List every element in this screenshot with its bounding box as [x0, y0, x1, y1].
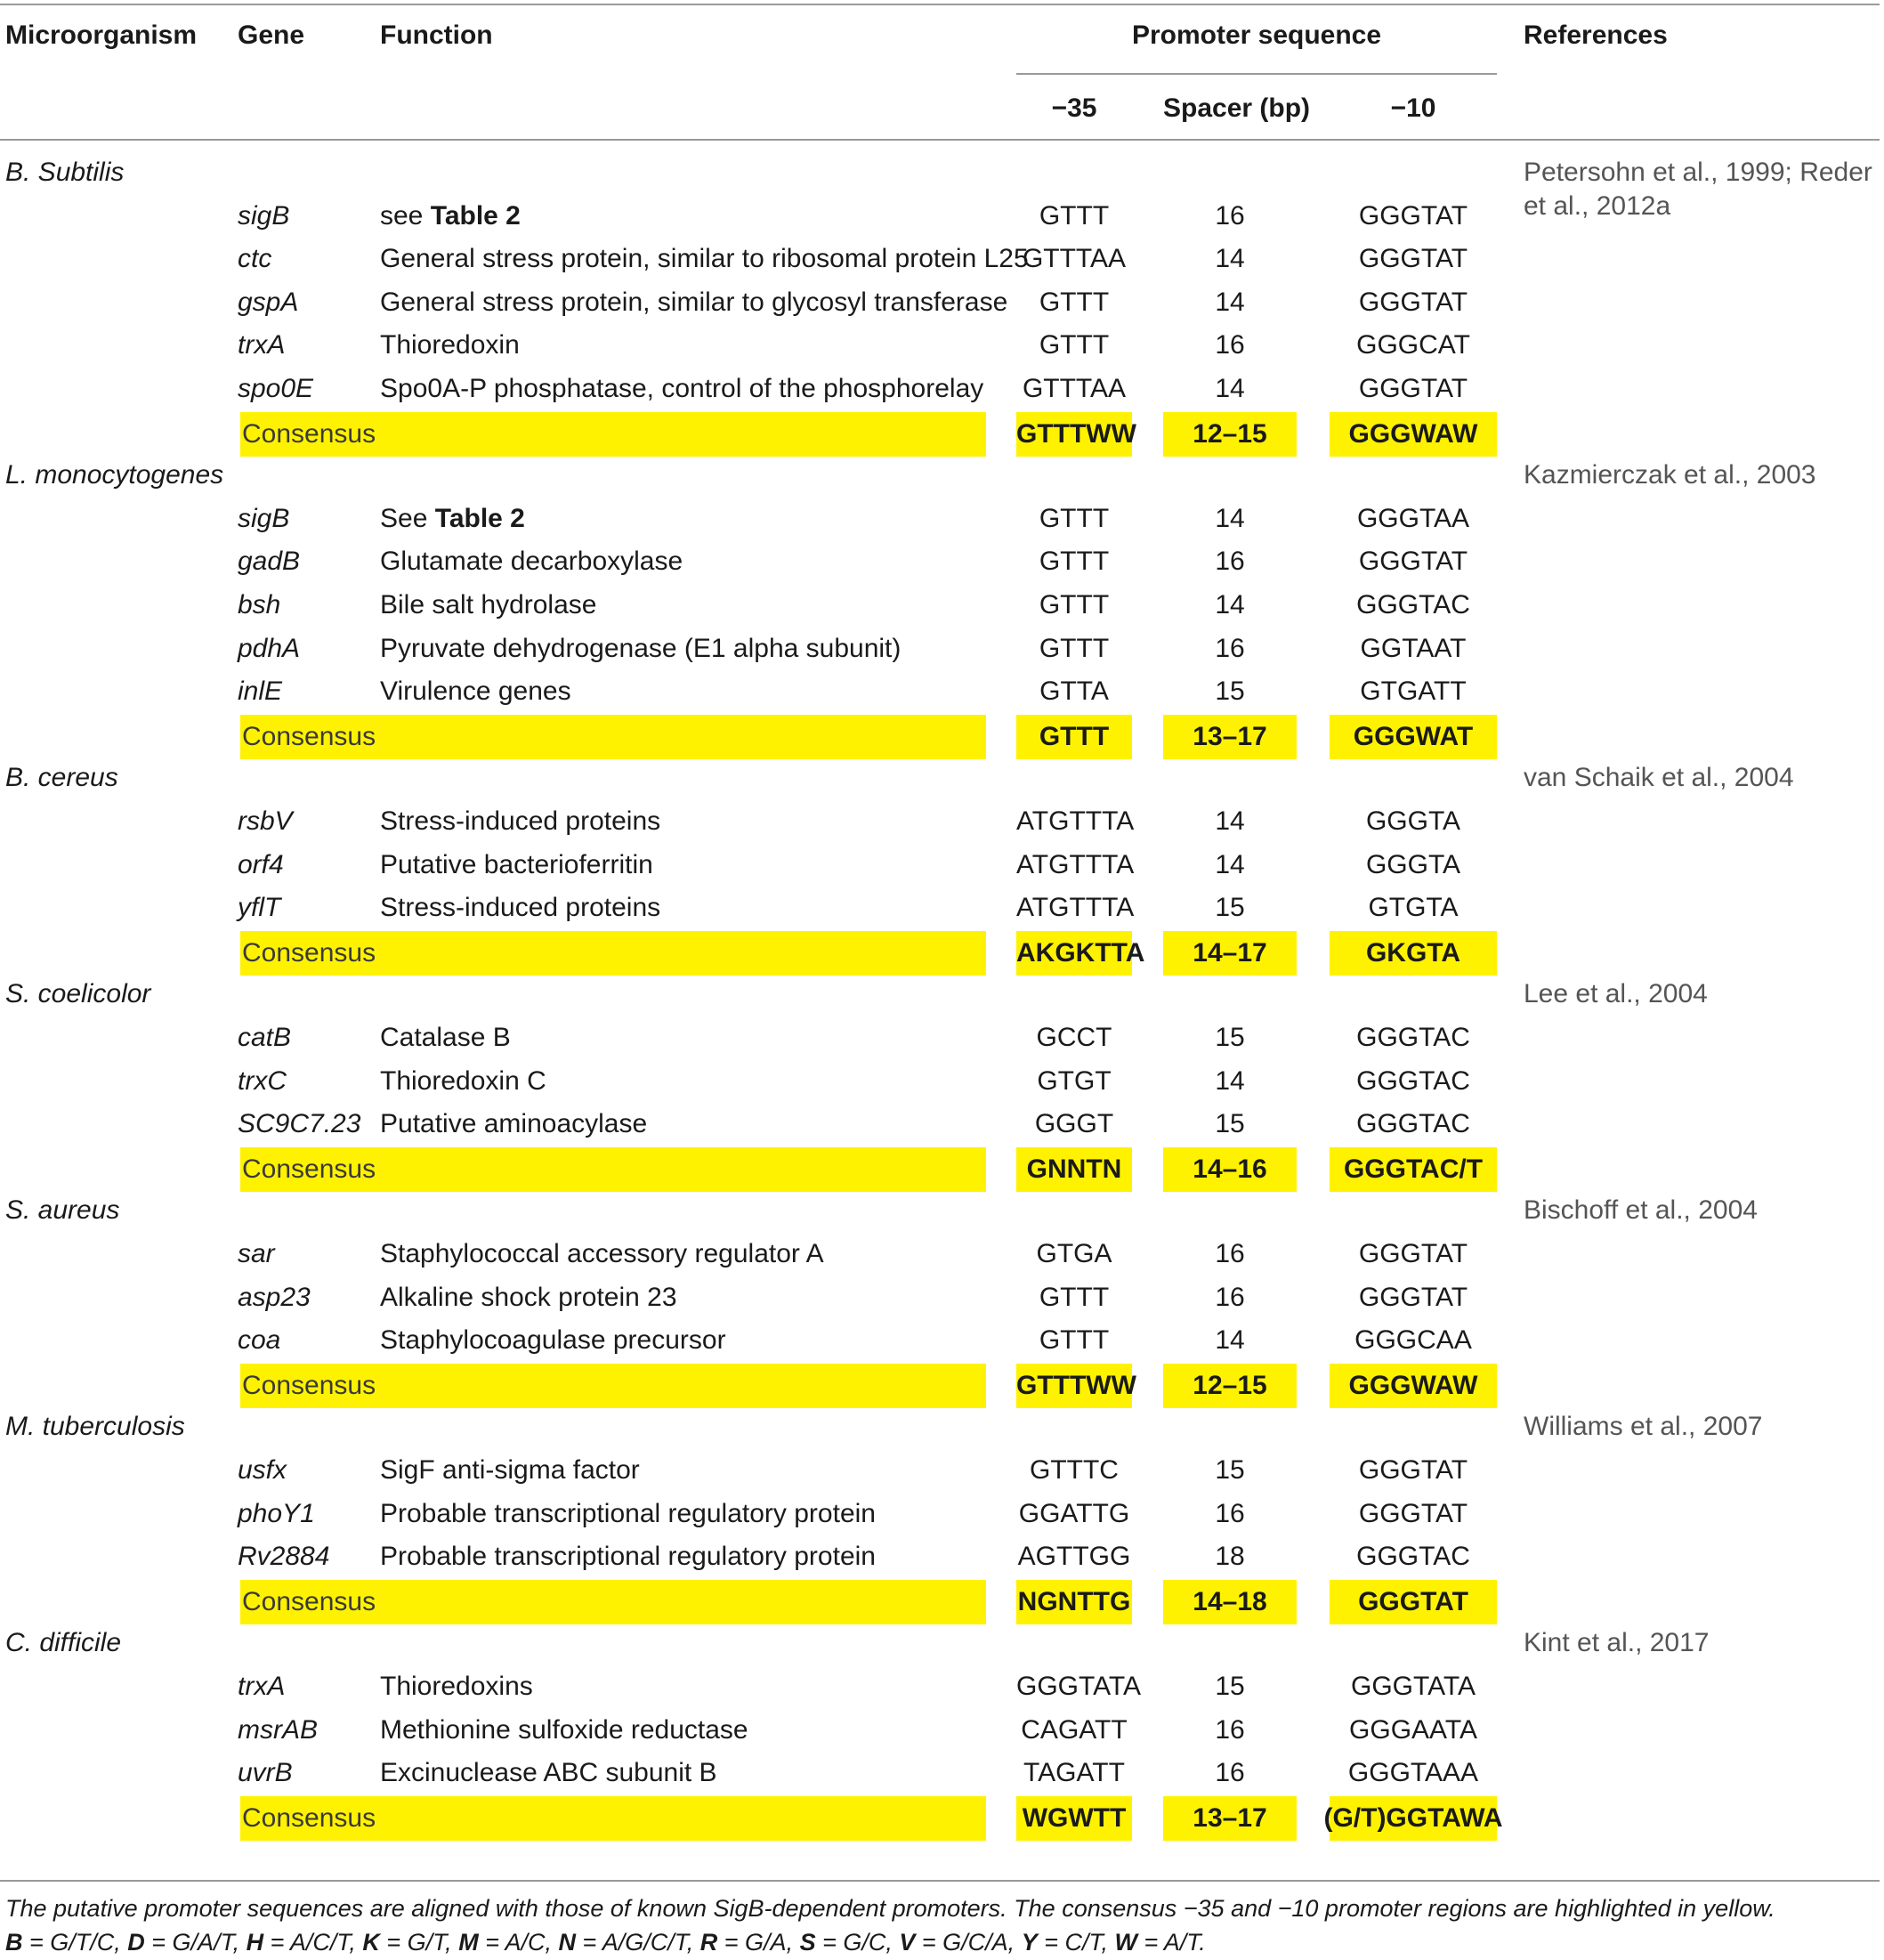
gene-name: coa — [238, 1325, 281, 1356]
iupac-code: M — [458, 1929, 479, 1956]
gene-name: inlE — [238, 676, 283, 707]
spacer-length: 16 — [1215, 1758, 1245, 1788]
function-text — [380, 631, 901, 667]
minus35-sequence: GTGA — [1036, 1239, 1112, 1268]
function-text — [380, 501, 525, 537]
consensus-label: Consensus — [242, 418, 376, 449]
minus35-sequence: GTTT — [1039, 590, 1110, 620]
organism-name: C. difficile — [5, 1628, 122, 1658]
function-label: Bile salt hydrolase — [380, 590, 597, 620]
minus10-sequence: GGTAAT — [1360, 633, 1467, 663]
iupac-code: B — [5, 1929, 23, 1956]
minus10-sequence: GGGTAT — [1358, 547, 1468, 577]
gene-name: yflT — [238, 893, 281, 923]
spacer-length: 15 — [1215, 1109, 1245, 1139]
consensus-spacer: 13–17 — [1193, 1802, 1267, 1833]
organism-name: M. tuberculosis — [5, 1412, 185, 1442]
function-text — [380, 1496, 876, 1532]
minus10-sequence: GGGTAT — [1358, 1498, 1468, 1528]
function-text — [380, 674, 571, 709]
reference-text: Bischoff et al., 2004 — [1524, 1195, 1758, 1226]
function-text — [380, 847, 653, 883]
minus35-sequence: GTTTAA — [1022, 244, 1127, 274]
minus10-sequence: GGGTAC — [1356, 1065, 1470, 1096]
organism-name: S. aureus — [5, 1195, 120, 1226]
gene-name: pdhA — [238, 633, 301, 663]
minus10-sequence: GGGTAC — [1356, 590, 1470, 620]
gene-name: sar — [238, 1239, 275, 1268]
consensus-minus35: NGNTTG — [1017, 1586, 1131, 1616]
iupac-meaning: = A/G/C/T, — [575, 1929, 700, 1956]
header-minus10: −10 — [1390, 93, 1436, 123]
spacer-length: 16 — [1215, 330, 1245, 360]
consensus-spacer: 12–15 — [1193, 1370, 1267, 1400]
spacer-length: 14 — [1215, 374, 1245, 403]
minus35-sequence: GTTA — [1039, 676, 1109, 707]
function-label: Putative aminoacylase — [380, 1109, 648, 1139]
minus35-sequence: ATGTTTA — [1016, 893, 1135, 923]
header-rule — [0, 139, 1880, 141]
minus10-sequence: GTGTA — [1368, 893, 1459, 923]
organism-name: L. monocytogenes — [5, 460, 224, 490]
header-spacer: Spacer (bp) — [1163, 93, 1311, 123]
minus10-sequence: GGGTAAA — [1347, 1758, 1479, 1788]
function-label: Glutamate decarboxylase — [380, 547, 683, 577]
consensus-minus10: GGGTAC/T — [1343, 1154, 1484, 1184]
iupac-code: N — [558, 1929, 576, 1956]
consensus-minus10: (G/T)GGTAWA — [1323, 1802, 1503, 1833]
function-text — [380, 328, 520, 363]
reference-text: Williams et al., 2007 — [1524, 1412, 1763, 1442]
iupac-code: R — [699, 1929, 718, 1956]
function-label: Excinuclease ABC subunit B — [380, 1758, 717, 1788]
reference-text: Kint et al., 2017 — [1524, 1628, 1710, 1658]
function-label: SigF anti-sigma factor — [380, 1455, 640, 1485]
gene-name: orf4 — [238, 849, 284, 879]
spacer-length: 14 — [1215, 590, 1245, 620]
minus10-sequence: GGGTAT — [1358, 200, 1468, 231]
gene-name: uvrB — [238, 1758, 293, 1788]
minus10-sequence: GGGCAA — [1354, 1325, 1472, 1356]
spacer-length: 16 — [1215, 1498, 1245, 1528]
minus35-sequence: GGATTG — [1018, 1498, 1130, 1528]
iupac-code: S — [799, 1929, 816, 1956]
minus35-sequence: ATGTTTA — [1016, 849, 1135, 879]
minus35-sequence: GGGTATA — [1016, 1672, 1141, 1701]
function-label: Putative bacterioferritin — [380, 849, 653, 879]
iupac-code: K — [362, 1929, 380, 1956]
minus35-sequence: GTTT — [1039, 547, 1110, 577]
gene-name: usfx — [238, 1455, 287, 1485]
gene-name: ctc — [238, 244, 272, 274]
function-label: General stress protein, similar to ribosomal protein L25 — [380, 244, 1029, 274]
consensus-spacer: 13–17 — [1193, 721, 1267, 751]
minus10-sequence: GGGTAC — [1356, 1542, 1470, 1572]
function-text — [380, 1713, 748, 1748]
consensus-spacer: 14–17 — [1193, 937, 1267, 968]
reference-text: et al., 2012a — [1524, 191, 1671, 221]
iupac-code: H — [246, 1929, 264, 1956]
consensus-minus10: GKGTA — [1365, 937, 1461, 968]
gene-name: gspA — [238, 287, 299, 317]
minus10-sequence: GGGTAT — [1358, 1455, 1468, 1485]
consensus-minus10: GGGTAT — [1358, 1586, 1468, 1616]
table-reference-link[interactable]: Table 2 — [434, 503, 525, 533]
minus10-sequence: GGGTAT — [1358, 1239, 1468, 1268]
iupac-meaning: = G/T/C, — [22, 1929, 128, 1956]
gene-name: trxC — [238, 1065, 287, 1096]
minus35-sequence: GTTTC — [1030, 1455, 1119, 1485]
function-text — [380, 371, 983, 407]
spacer-length: 15 — [1215, 676, 1245, 707]
function-text — [380, 1020, 511, 1056]
minus35-sequence: GTTT — [1039, 200, 1110, 231]
function-text — [380, 1236, 824, 1272]
iupac-code: D — [127, 1929, 145, 1956]
gene-name: catB — [238, 1023, 292, 1052]
function-text — [380, 1323, 726, 1358]
gene-name: gadB — [238, 547, 301, 577]
function-label: General stress protein, similar to glycosyl transferase — [380, 287, 1008, 317]
promoter-subrule — [1016, 73, 1497, 75]
spacer-length: 16 — [1215, 547, 1245, 577]
function-text — [380, 804, 660, 839]
spacer-length: 15 — [1215, 1023, 1245, 1052]
gene-name: sigB — [238, 200, 290, 231]
function-text — [380, 285, 1007, 320]
consensus-minus35: GTTTWW — [1016, 1370, 1136, 1400]
bottom-rule — [0, 1880, 1880, 1882]
spacer-length: 16 — [1215, 1239, 1245, 1268]
spacer-length: 14 — [1215, 1325, 1245, 1356]
iupac-code: V — [899, 1929, 916, 1956]
iupac-meaning: = C/T, — [1037, 1929, 1115, 1956]
iupac-meaning: = A/C, — [478, 1929, 559, 1956]
consensus-spacer: 14–16 — [1193, 1154, 1267, 1184]
function-label: see — [380, 200, 431, 231]
function-text — [380, 587, 596, 623]
spacer-length: 14 — [1215, 244, 1245, 274]
footnote-codes — [5, 1924, 1206, 1960]
iupac-code: Y — [1021, 1929, 1038, 1956]
header-references: References — [1524, 20, 1668, 50]
iupac-meaning: = G/A/T, — [144, 1929, 247, 1956]
consensus-spacer: 14–18 — [1193, 1586, 1267, 1616]
header-minus35: −35 — [1051, 93, 1097, 123]
function-label: See — [380, 503, 435, 533]
function-text — [380, 1106, 647, 1142]
consensus-minus35: GTTT — [1039, 721, 1110, 751]
minus10-sequence: GGGCAT — [1356, 330, 1470, 360]
function-label: Stress-induced proteins — [380, 893, 661, 923]
function-text — [380, 1453, 640, 1488]
minus10-sequence: GGGTAT — [1358, 374, 1468, 403]
minus10-sequence: GGGTA — [1365, 806, 1461, 836]
gene-name: sigB — [238, 503, 290, 533]
spacer-length: 14 — [1215, 287, 1245, 317]
gene-name: trxA — [238, 1672, 286, 1701]
minus10-sequence: GGGTAT — [1358, 1282, 1468, 1312]
gene-name: msrAB — [238, 1714, 318, 1745]
header-promoter-sequence: Promoter sequence — [1131, 20, 1382, 50]
minus35-sequence: GTTT — [1039, 287, 1110, 317]
minus35-sequence: GTTT — [1039, 1325, 1110, 1356]
iupac-meaning: = G/C/A, — [915, 1929, 1022, 1956]
minus10-sequence: GGGTAT — [1358, 244, 1468, 274]
header-gene: Gene — [238, 20, 305, 50]
minus35-sequence: CAGATT — [1021, 1714, 1128, 1745]
spacer-length: 15 — [1215, 1455, 1245, 1485]
minus10-sequence: GGGTATA — [1351, 1672, 1476, 1701]
iupac-meaning: = A/T. — [1136, 1929, 1206, 1956]
iupac-meaning: = A/C/T, — [263, 1929, 363, 1956]
function-text — [380, 1280, 677, 1316]
gene-name: trxA — [238, 330, 286, 360]
consensus-label: Consensus — [242, 937, 376, 968]
iupac-meaning: = G/C, — [815, 1929, 900, 1956]
spacer-length: 14 — [1215, 503, 1245, 533]
iupac-meaning: = G/A, — [717, 1929, 800, 1956]
reference-text: Petersohn et al., 1999; Reder — [1524, 158, 1872, 187]
organism-name: B. cereus — [5, 763, 118, 793]
consensus-label: Consensus — [242, 1802, 376, 1833]
gene-name: bsh — [238, 590, 281, 620]
consensus-label: Consensus — [242, 1586, 376, 1616]
consensus-spacer: 12–15 — [1193, 418, 1267, 449]
minus35-sequence: GTTT — [1039, 1282, 1110, 1312]
minus35-sequence: GGGT — [1034, 1109, 1114, 1139]
minus35-sequence: ATGTTTA — [1016, 806, 1135, 836]
function-label: Probable transcriptional regulatory protein — [380, 1498, 876, 1528]
reference-text: Lee et al., 2004 — [1524, 979, 1708, 1009]
function-label: Thioredoxin C — [380, 1065, 546, 1096]
function-text — [380, 241, 1029, 277]
function-label: Methionine sulfoxide reductase — [380, 1714, 748, 1745]
footnote-line1: The putative promoter sequences are aligned with those of known SigB-dependent promoters. The consensus −35 and −10 promoter regions are highlighted in yellow. — [5, 1895, 1775, 1922]
spacer-length: 18 — [1215, 1542, 1245, 1572]
iupac-code: W — [1114, 1929, 1137, 1956]
consensus-label: Consensus — [242, 1370, 376, 1400]
spacer-length: 14 — [1215, 1065, 1245, 1096]
minus10-sequence: GGGTA — [1365, 849, 1461, 879]
minus35-sequence: GCCT — [1036, 1023, 1112, 1052]
organism-name: B. Subtilis — [5, 158, 125, 187]
minus35-sequence: GTTT — [1039, 633, 1110, 663]
minus35-sequence: GTTT — [1039, 503, 1110, 533]
minus10-sequence: GGGTAT — [1358, 287, 1468, 317]
spacer-length: 15 — [1215, 1672, 1245, 1701]
consensus-minus10: GGGWAW — [1348, 1370, 1478, 1400]
function-label: Pyruvate dehydrogenase (E1 alpha subunit) — [380, 633, 902, 663]
iupac-meaning: = G/T, — [379, 1929, 459, 1956]
gene-name: SC9C7.23 — [238, 1109, 361, 1139]
function-text — [380, 890, 660, 926]
function-label: Staphylococcal accessory regulator A — [380, 1239, 824, 1268]
minus35-sequence: TAGATT — [1023, 1758, 1125, 1788]
minus10-sequence: GGGTAC — [1356, 1023, 1470, 1052]
spacer-length: 14 — [1215, 849, 1245, 879]
function-text — [380, 1755, 717, 1791]
consensus-minus10: GGGWAT — [1353, 721, 1474, 751]
function-text — [380, 1539, 876, 1575]
function-label: Catalase B — [380, 1023, 511, 1052]
spacer-length: 16 — [1215, 633, 1245, 663]
minus10-sequence: GTGATT — [1360, 676, 1467, 707]
spacer-length: 15 — [1215, 893, 1245, 923]
function-label: Staphylocoagulase precursor — [380, 1325, 726, 1356]
gene-name: phoY1 — [238, 1498, 315, 1528]
minus35-sequence: GTTTAA — [1022, 374, 1127, 403]
function-label: Stress-induced proteins — [380, 806, 661, 836]
gene-name: spo0E — [238, 374, 314, 403]
consensus-label: Consensus — [242, 1154, 376, 1184]
consensus-minus35: AKGKTTA — [1016, 937, 1145, 968]
header-function: Function — [380, 20, 493, 50]
gene-name: asp23 — [238, 1282, 311, 1312]
consensus-minus35: GNNTN — [1026, 1154, 1122, 1184]
function-text — [380, 198, 521, 234]
minus35-sequence: GTTT — [1039, 330, 1110, 360]
minus10-sequence: GGGAATA — [1349, 1714, 1477, 1745]
spacer-length: 16 — [1215, 1282, 1245, 1312]
function-label: Spo0A-P phosphatase, control of the phosphorelay — [380, 374, 984, 403]
spacer-length: 14 — [1215, 806, 1245, 836]
minus10-sequence: GGGTAA — [1356, 503, 1470, 533]
table-reference-link[interactable]: Table 2 — [430, 200, 521, 231]
header-microorganism: Microorganism — [5, 20, 198, 50]
spacer-length: 16 — [1215, 1714, 1245, 1745]
gene-name: Rv2884 — [238, 1542, 330, 1572]
function-text — [380, 1669, 533, 1705]
function-label: Alkaline shock protein 23 — [380, 1282, 677, 1312]
minus35-sequence: AGTTGG — [1017, 1542, 1131, 1572]
function-label: Thioredoxin — [380, 330, 520, 360]
consensus-minus35: GTTTWW — [1016, 418, 1136, 449]
consensus-minus10: GGGWAW — [1348, 418, 1478, 449]
consensus-label: Consensus — [242, 721, 376, 751]
reference-text: van Schaik et al., 2004 — [1524, 763, 1794, 793]
minus35-sequence: GTGT — [1037, 1065, 1112, 1096]
reference-text: Kazmierczak et al., 2003 — [1524, 460, 1816, 490]
organism-name: S. coelicolor — [5, 979, 151, 1009]
top-rule — [0, 4, 1880, 5]
gene-name: rsbV — [238, 806, 293, 836]
minus10-sequence: GGGTAC — [1356, 1109, 1470, 1139]
function-text — [380, 1064, 546, 1099]
function-text — [380, 544, 683, 579]
spacer-length: 16 — [1215, 200, 1245, 231]
function-label: Thioredoxins — [380, 1672, 533, 1701]
function-label: Virulence genes — [380, 676, 571, 707]
function-label: Probable transcriptional regulatory protein — [380, 1542, 876, 1572]
consensus-minus35: WGWTT — [1022, 1802, 1127, 1833]
